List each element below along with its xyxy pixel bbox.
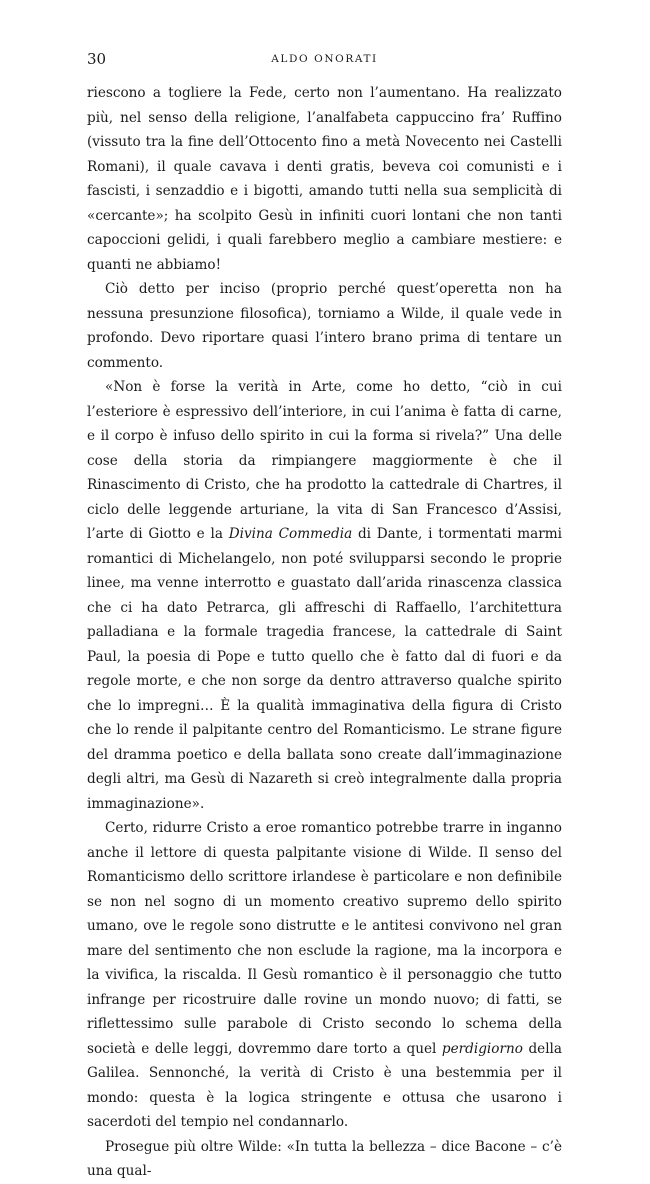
word-perdigiorno: perdigiorno — [441, 1040, 523, 1057]
paragraph-2: Ciò detto per inciso (proprio perché quest’operetta non ha nessuna presunzione filosofica), torniamo a Wilde, il quale vede in profondo. Devo riportare quasi l’intero brano prima di tentare un commento. — [87, 281, 562, 371]
paragraph-5: Prosegue più oltre Wilde: «In tutta la bellezza – dice Bacone – c’è una qual- — [87, 1138, 562, 1179]
paragraph-3-text-a: «Non è forse la verità in Arte, come ho detto, “ciò in cui l’esteriore è espressivo dell’interiore, in cui l’anima è fatta di carne, e il corpo è infuso dello spirito in cui la forma si rivela?” Una delle cose della storia da rimpiangere maggiormente è che il Rinascimento di Cristo, che ha prodotto la cattedrale di Chartres, il ciclo delle leggende arturiane, la vita di San Francesco d’Assisi, l’arte di Giotto e la — [87, 379, 562, 542]
paragraph-4-text-b: della Galilea. Sennonché, la verità di Cristo è una bestemmia per il mondo: questa è la logica stringente e ottusa che usarono i sacerdoti del tempio nel condannarlo. — [87, 1040, 562, 1130]
paragraph-3-text-b: di Dante, i tormentati marmi romantici di Michelangelo, non poté svilupparsi secondo le proprie linee, ma venne interrotto e guastato dall’arida rinascenza classica che ci ha dato Petrarca, gli affreschi di Raffaello, l’architettura palladiana e la formale tragedia francese, la cattedrale di Saint Paul, la poesia di Pope e tutto quello che è fatto dal di fuori e da regole morte, e che non sorge da dentro attraverso qualche spirito che lo impregni… È la qualità immaginativa della figura di Cristo che lo rende il palpitante centro del Romanticismo. Le strane figure del dramma poetico e della ballata sono create dall’immaginazione degli altri, ma Gesù di Nazareth si creò integralmente dalla propria immaginazione». — [87, 526, 562, 812]
paragraph-4-text-a: Certo, ridurre Cristo a eroe romantico potrebbe trarre in inganno anche il lettore di questa palpitante visione di Wilde. Il senso del Romanticismo dello scrittore irlandese è particolare e non definibile se non nel sogno di un momento creativo supremo dello spirito umano, ove le regole sono distrutte e le antitesi convivono nel gran mare del sentimento che non esclude la ragione, ma la incorpora e la vivifica, la riscalda. Il Gesù romantico è il personaggio che tutto infrange per ricostruire dalle rovine un mondo nuovo; di fatti, se riflettessimo sulle parabole di Cristo secondo lo schema della società e delle leggi, dovremmo dare torto a quel — [87, 820, 562, 1057]
running-head: ALDO ONORATI — [271, 53, 378, 65]
paragraph-3-quote — [87, 375, 562, 816]
page-header — [87, 50, 562, 70]
page-number: 30 — [87, 50, 107, 68]
paragraph-4 — [87, 816, 562, 1135]
paragraph-1: riescono a togliere la Fede, certo non l’aumentano. Ha realizzato più, nel senso della religione, l’analfabeta cappuccino fra’ Ruffino (vissuto tra la fine dell’Ottocento fino a metà Novecento nei Castelli Romani), il quale cavava i denti gratis, beveva coi comunisti e i fascisti, i senzaddio e i bigotti, amando tutti nella sua semplicità di «cercante»; ha scolpito Gesù in infiniti cuori lontani che non tanti capoccioni gelidi, i quali farebbero meglio a cambiare mestiere: e quanti ne abbiamo! — [87, 85, 562, 273]
body-text — [87, 81, 562, 1184]
title-divina-commedia: Divina Commedia — [228, 526, 353, 542]
